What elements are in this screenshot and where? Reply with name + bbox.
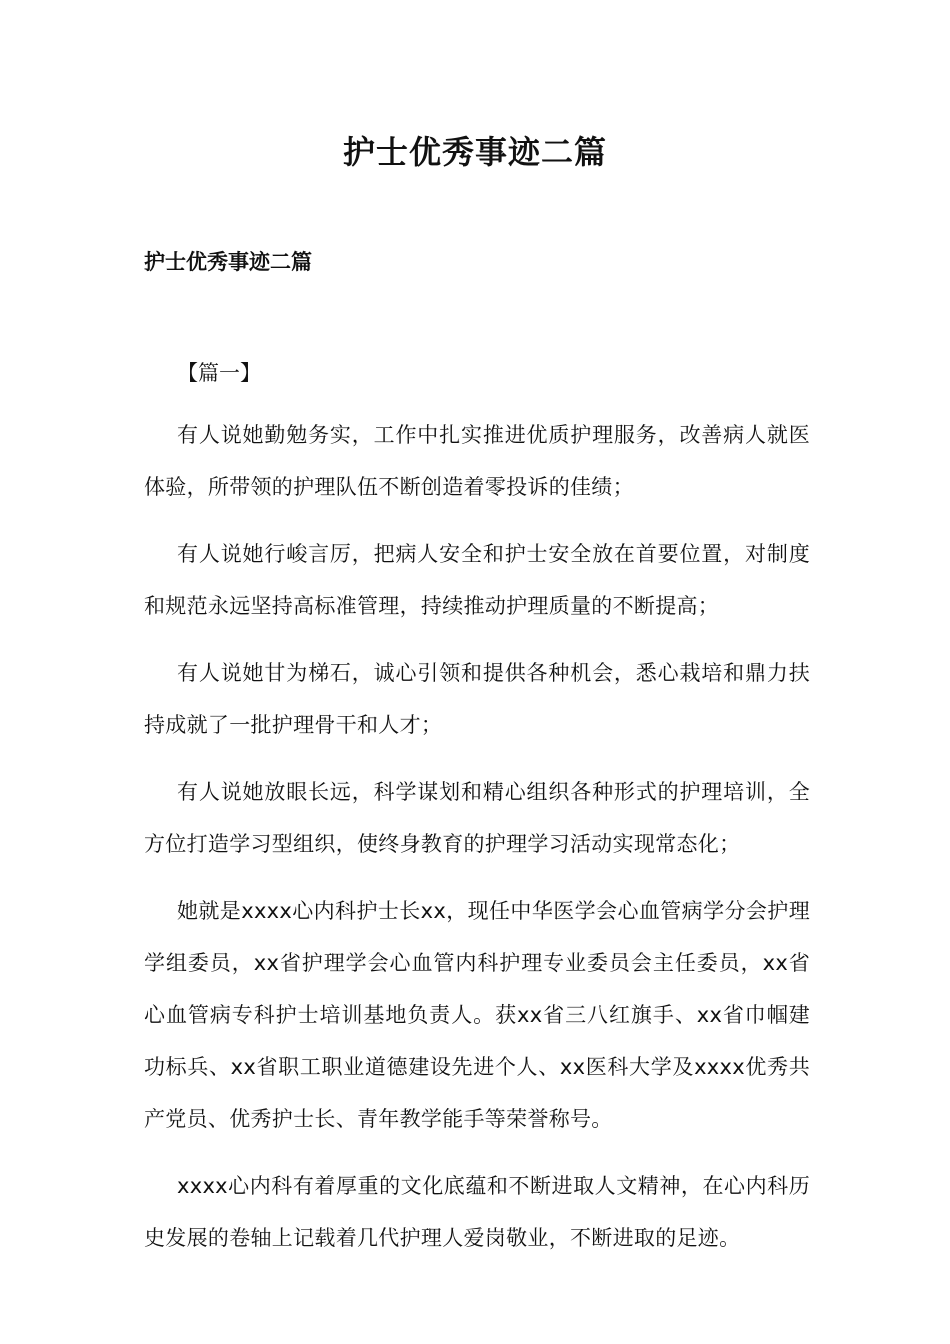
document-title: 护士优秀事迹二篇	[342, 133, 607, 171]
document-body	[144, 357, 810, 1279]
paragraph: 她就是xxxx心内科护士长xx，现任中华医学会心血管病学分会护理学组委员，xx省护理学会心血管内科护理专业委员会主任委员，xx省心血管病专科护士培训基地负责人。获xx省三八红旗手、xx省巾帼建功标兵、xx省职工职业道德建设先进个人、xx医科大学及xxxx优秀共产党员、优秀护士长、青年教学能手等荣誉称号。	[144, 899, 810, 1131]
paragraph: xxxx心内科有着厚重的文化底蕴和不断进取人文精神，在心内科历史发展的卷轴上记载着几代护理人爱岗敬业，不断进取的足迹。	[144, 1174, 810, 1250]
section-label: 【篇一】	[177, 361, 261, 385]
paragraph: 有人说她甘为梯石，诚心引领和提供各种机会，悉心栽培和鼎力扶持成就了一批护理骨干和人才；	[144, 661, 810, 737]
paragraph: 有人说她行峻言厉，把病人安全和护士安全放在首要位置，对制度和规范永远坚持高标准管理，持续推动护理质量的不断提高；	[144, 542, 810, 618]
document-subtitle: 护士优秀事迹二篇	[144, 250, 312, 274]
paragraph: 有人说她放眼长远，科学谋划和精心组织各种形式的护理培训，全方位打造学习型组织，使终身教育的护理学习活动实现常态化；	[144, 780, 810, 856]
paragraph: 有人说她勤勉务实，工作中扎实推进优质护理服务，改善病人就医体验，所带领的护理队伍不断创造着零投诉的佳绩；	[144, 423, 810, 499]
